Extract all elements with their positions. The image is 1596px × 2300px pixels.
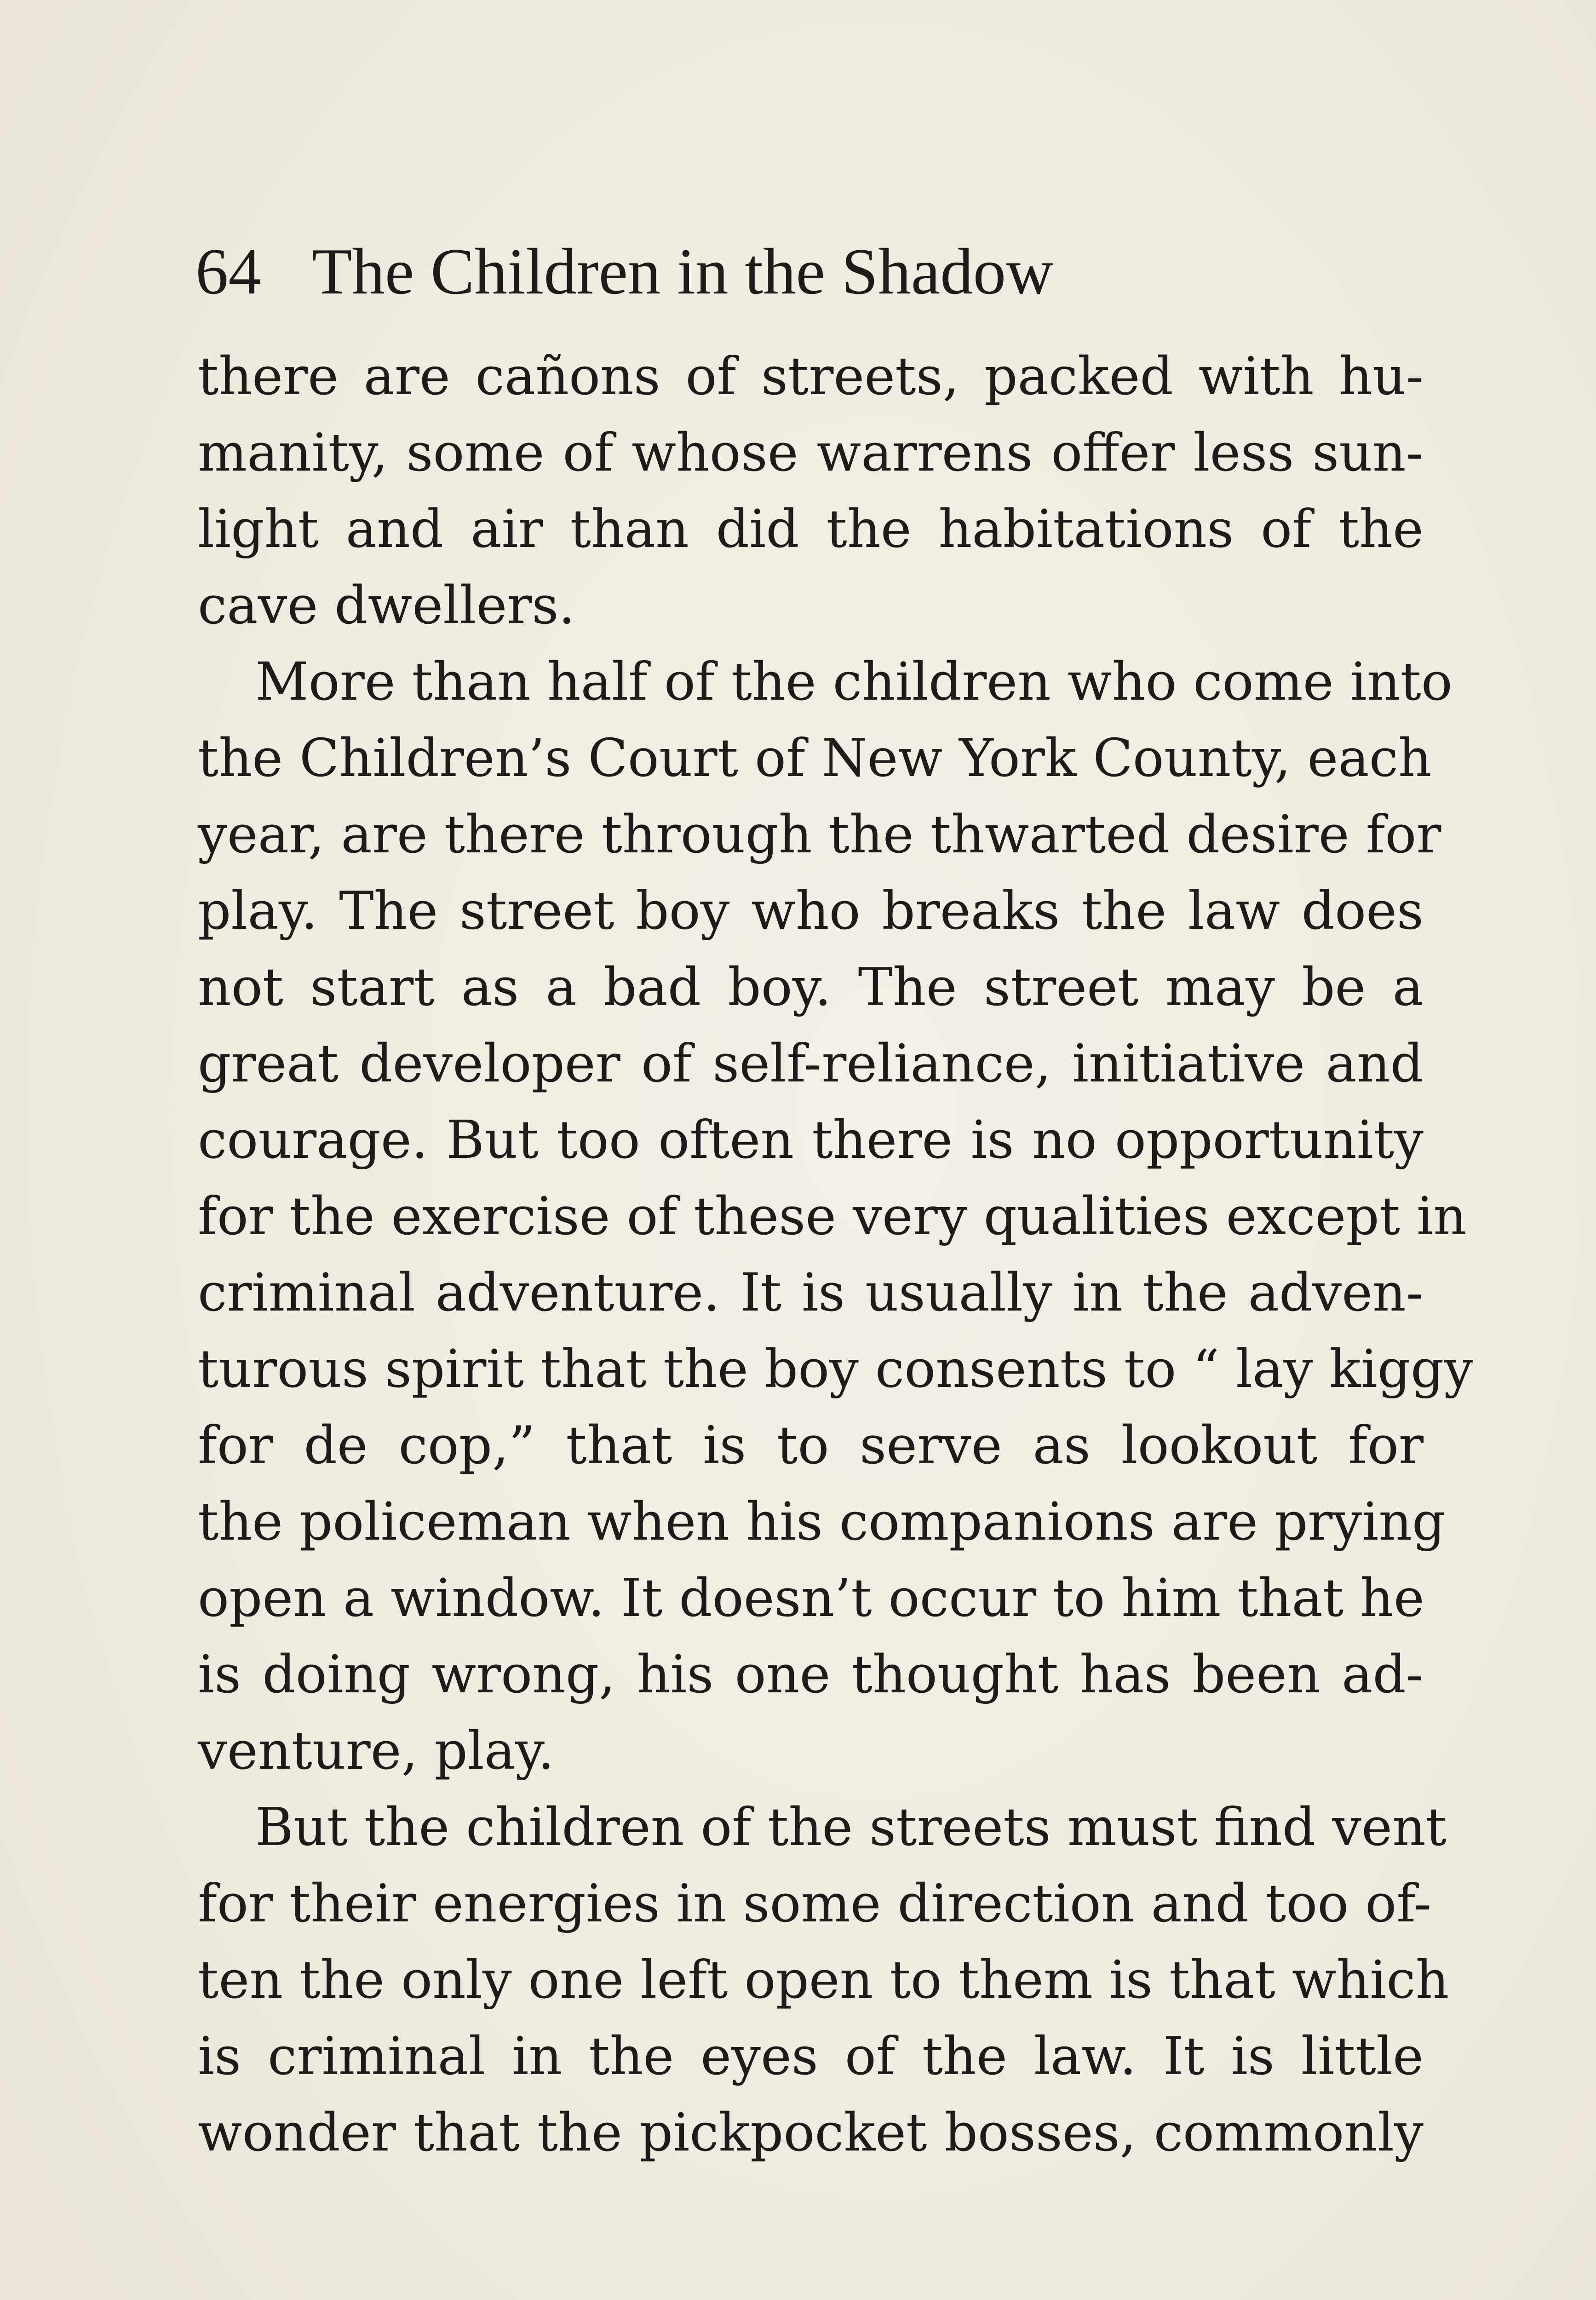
page-number: 64 <box>195 235 261 308</box>
text-line: light and air than did the habitations of the <box>198 499 1424 559</box>
paragraph <box>198 1789 1449 2171</box>
text-line: venture, play. <box>198 1720 554 1781</box>
text-line: for their energies in some direction and too of- <box>198 1873 1432 1934</box>
text-line: not start as a bad boy. The street may be a <box>198 957 1424 1018</box>
text-line: open a window. It doesn’t occur to him that he <box>198 1568 1424 1628</box>
text-line: More than half of the children who come into <box>255 651 1452 712</box>
text-line: for de cop,” that is to serve as lookout for <box>198 1415 1424 1476</box>
text-line: play. The street boy who breaks the law does <box>198 880 1424 941</box>
running-head: The Children in the Shadow <box>312 235 1054 308</box>
text-line: there are cañons of streets, packed with hu- <box>198 346 1424 407</box>
text-line: courage. But too often there is no opportunity <box>198 1110 1424 1170</box>
paragraph <box>198 338 1424 644</box>
text-line: the policeman when his companions are prying <box>198 1491 1446 1552</box>
body-text <box>198 338 1474 2171</box>
text-line: is criminal in the eyes of the law. It is little <box>198 2026 1424 2087</box>
text-line: criminal adventure. It is usually in the adven- <box>198 1262 1424 1323</box>
text-line: manity, some of whose warrens offer less sun- <box>198 422 1424 483</box>
paragraph <box>198 644 1474 1789</box>
text-line: ten the only one left open to them is that which <box>198 1949 1449 2010</box>
text-line: turous spirit that the boy consents to “ lay kiggy <box>198 1339 1474 1399</box>
text-line: But the children of the streets must find vent <box>255 1797 1447 1857</box>
text-line: year, are there through the thwarted desire for <box>198 804 1441 865</box>
page-header <box>195 221 1437 322</box>
text-line: wonder that the pickpocket bosses, commonly <box>198 2102 1424 2163</box>
text-line: is doing wrong, his one thought has been ad- <box>198 1644 1424 1705</box>
text-line: the Children’s Court of New York County, each <box>198 728 1432 788</box>
text-line: great developer of self-reliance, initiative and <box>198 1033 1424 1094</box>
text-line: for the exercise of these very qualities except in <box>198 1186 1467 1247</box>
text-line: cave dwellers. <box>198 575 575 636</box>
